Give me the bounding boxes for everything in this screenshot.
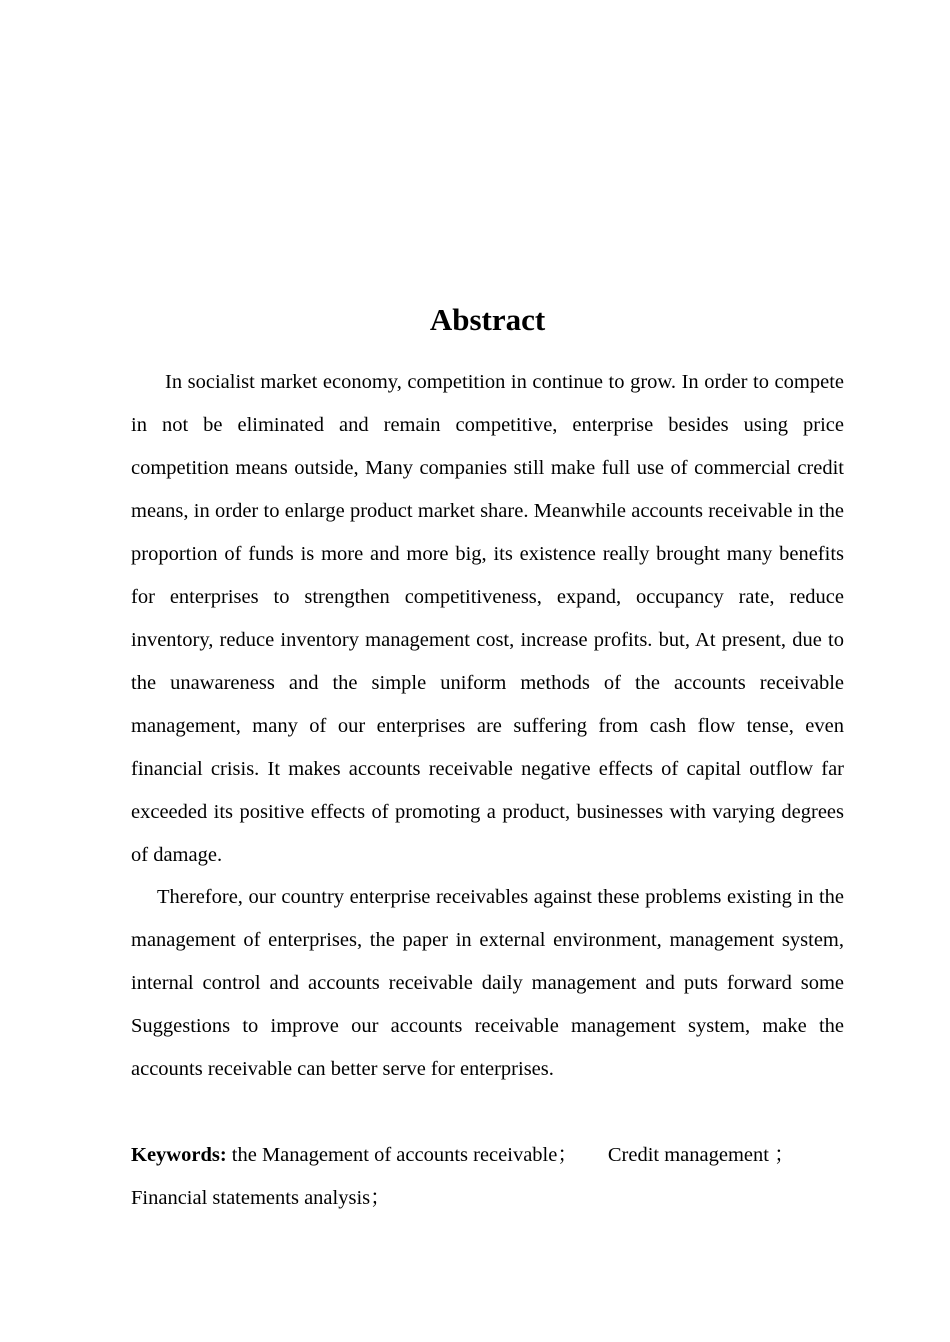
keyword-item-1: the Management of accounts receivable；: [231, 1144, 578, 1166]
abstract-paragraph-2: Therefore, our country enterprise receivables against these problems existing in the management of enterprises, the paper in external environment, management system, internal control and accounts receivable daily management and puts forward some Suggestions to improve our accounts receivable management system, make the accounts receivable can better serve for enterprises.: [131, 886, 844, 1080]
keywords-section: [131, 1134, 844, 1220]
abstract-paragraph-1: In socialist market economy, competition in continue to grow. In order to compete in not be eliminated and remain competitive, enterprise besides using price competition means outside, Many companies still make full use of commercial credit means, in order to enlarge product market share. Meanwhile accounts receivable in the proportion of funds is more and more big, its existence really brought many benefits for enterprises to strengthen competitiveness, expand, occupancy rate, reduce inventory, reduce inventory management cost, increase profits. but, At present, due to the unawareness and the simple uniform methods of the accounts receivable management, many of our enterprises are suffering from cash flow tense, even financial crisis. It makes accounts receivable negative effects of capital outflow far exceeded its positive effects of promoting a product, businesses with varying degrees of damage.: [131, 371, 844, 866]
keywords-label: Keywords:: [131, 1144, 227, 1166]
keyword-item-3: Financial statements analysis；: [131, 1187, 391, 1209]
keyword-item-2: Credit management ；: [607, 1144, 795, 1166]
abstract-title: Abstract: [429, 302, 546, 337]
